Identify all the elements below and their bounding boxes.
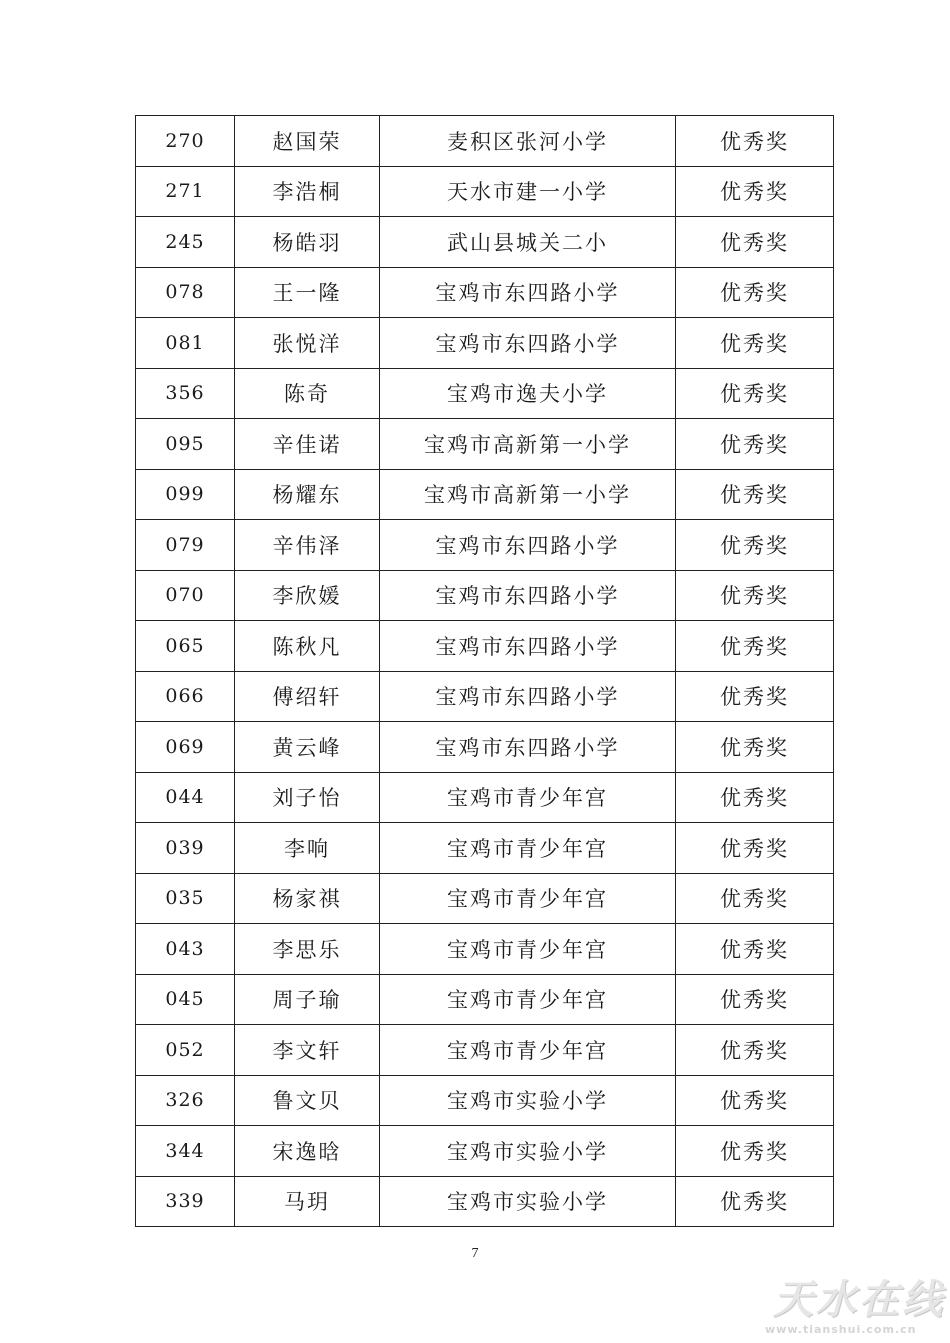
school-name: 宝鸡市东四路小学 [380,621,676,672]
student-name: 陈奇 [235,368,380,419]
entry-number: 066 [136,671,235,722]
entry-number: 035 [136,873,235,924]
entry-number: 356 [136,368,235,419]
school-name: 天水市建一小学 [380,166,676,217]
table-row [136,924,834,975]
entry-number: 081 [136,318,235,369]
award-level: 优秀奖 [676,570,834,621]
student-name: 辛伟泽 [235,520,380,571]
entry-number: 339 [136,1176,235,1227]
student-name: 李浩桐 [235,166,380,217]
entry-number: 245 [136,217,235,268]
student-name: 李文轩 [235,1025,380,1076]
table-row [136,772,834,823]
student-name: 宋逸晗 [235,1126,380,1177]
table-row [136,469,834,520]
entry-number: 070 [136,570,235,621]
award-table-body [136,116,834,1227]
table-row [136,267,834,318]
entry-number: 099 [136,469,235,520]
school-name: 宝鸡市东四路小学 [380,267,676,318]
school-name: 武山县城关二小 [380,217,676,268]
entry-number: 043 [136,924,235,975]
student-name: 鲁文贝 [235,1075,380,1126]
student-name: 李欣媛 [235,570,380,621]
table-row [136,974,834,1025]
school-name: 宝鸡市青少年宫 [380,974,676,1025]
table-row [136,1025,834,1076]
table-row [136,1075,834,1126]
site-watermark [745,1268,950,1343]
table-row [136,318,834,369]
table-row [136,368,834,419]
entry-number: 065 [136,621,235,672]
student-name: 刘子怡 [235,772,380,823]
award-level: 优秀奖 [676,621,834,672]
entry-number: 095 [136,419,235,470]
table-row [136,520,834,571]
award-table [135,115,834,1227]
student-name: 黄云峰 [235,722,380,773]
award-level: 优秀奖 [676,772,834,823]
entry-number: 039 [136,823,235,874]
award-level: 优秀奖 [676,267,834,318]
award-level: 优秀奖 [676,469,834,520]
school-name: 宝鸡市逸夫小学 [380,368,676,419]
school-name: 宝鸡市青少年宫 [380,873,676,924]
table-row [136,217,834,268]
student-name: 王一隆 [235,267,380,318]
award-level: 优秀奖 [676,924,834,975]
entry-number: 052 [136,1025,235,1076]
table-row [136,621,834,672]
table-row [136,1126,834,1177]
table-row [136,116,834,167]
entry-number: 045 [136,974,235,1025]
student-name: 陈秋凡 [235,621,380,672]
student-name: 赵国荣 [235,116,380,167]
award-level: 优秀奖 [676,1176,834,1227]
school-name: 麦积区张河小学 [380,116,676,167]
school-name: 宝鸡市实验小学 [380,1176,676,1227]
school-name: 宝鸡市青少年宫 [380,1025,676,1076]
school-name: 宝鸡市高新第一小学 [380,469,676,520]
award-level: 优秀奖 [676,1126,834,1177]
entry-number: 270 [136,116,235,167]
table-row [136,722,834,773]
school-name: 宝鸡市实验小学 [380,1126,676,1177]
school-name: 宝鸡市东四路小学 [380,722,676,773]
award-level: 优秀奖 [676,166,834,217]
award-level: 优秀奖 [676,722,834,773]
student-name: 杨耀东 [235,469,380,520]
table-row [136,570,834,621]
student-name: 辛佳诺 [235,419,380,470]
table-row [136,671,834,722]
student-name: 张悦洋 [235,318,380,369]
student-name: 马玥 [235,1176,380,1227]
student-name: 杨家祺 [235,873,380,924]
award-level: 优秀奖 [676,873,834,924]
student-name: 杨皓羽 [235,217,380,268]
school-name: 宝鸡市东四路小学 [380,520,676,571]
student-name: 周子瑜 [235,974,380,1025]
school-name: 宝鸡市高新第一小学 [380,419,676,470]
award-level: 优秀奖 [676,1075,834,1126]
school-name: 宝鸡市东四路小学 [380,671,676,722]
entry-number: 078 [136,267,235,318]
school-name: 宝鸡市青少年宫 [380,924,676,975]
table-row [136,873,834,924]
school-name: 宝鸡市青少年宫 [380,823,676,874]
entry-number: 069 [136,722,235,773]
entry-number: 044 [136,772,235,823]
award-level: 优秀奖 [676,419,834,470]
award-level: 优秀奖 [676,116,834,167]
watermark-logo: 天水在线 [773,1276,945,1323]
entry-number: 326 [136,1075,235,1126]
award-level: 优秀奖 [676,974,834,1025]
award-level: 优秀奖 [676,318,834,369]
table-row [136,1176,834,1227]
school-name: 宝鸡市实验小学 [380,1075,676,1126]
student-name: 李响 [235,823,380,874]
school-name: 宝鸡市东四路小学 [380,570,676,621]
student-name: 李思乐 [235,924,380,975]
table-row [136,419,834,470]
table-row [136,166,834,217]
school-name: 宝鸡市青少年宫 [380,772,676,823]
award-level: 优秀奖 [676,368,834,419]
student-name: 傅绍轩 [235,671,380,722]
award-level: 优秀奖 [676,520,834,571]
award-level: 优秀奖 [676,671,834,722]
award-level: 优秀奖 [676,823,834,874]
watermark-url: www.tianshui.com.cn [765,1323,917,1336]
entry-number: 344 [136,1126,235,1177]
entry-number: 079 [136,520,235,571]
table-row [136,823,834,874]
award-level: 优秀奖 [676,217,834,268]
page-number: 7 [471,1246,479,1261]
entry-number: 271 [136,166,235,217]
school-name: 宝鸡市东四路小学 [380,318,676,369]
award-level: 优秀奖 [676,1025,834,1076]
